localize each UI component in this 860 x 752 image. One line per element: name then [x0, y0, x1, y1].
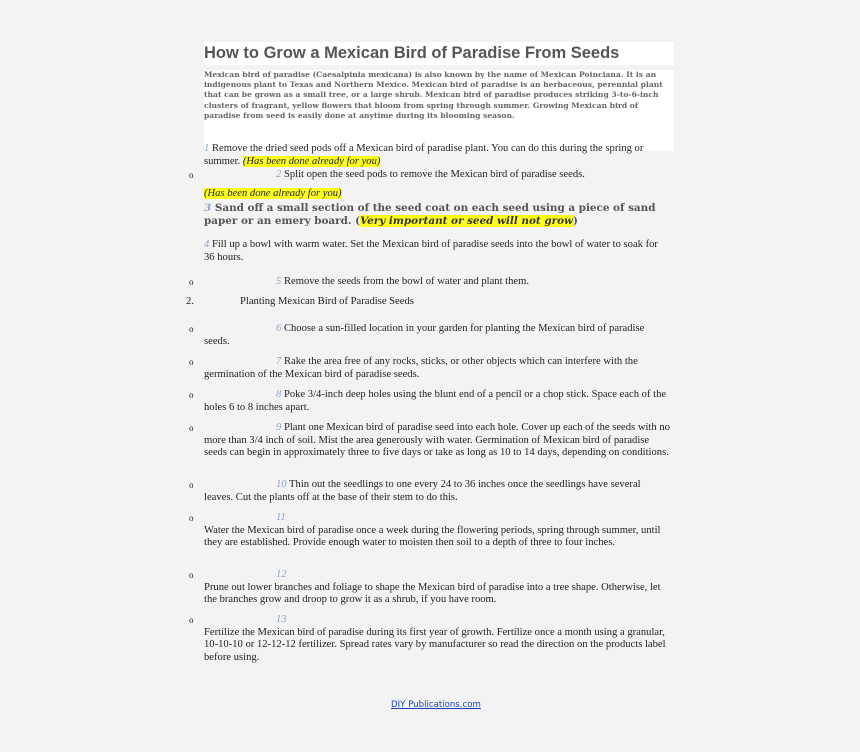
step-number: 2	[276, 169, 282, 180]
step-number: 11	[276, 512, 286, 523]
section-label: Planting Mexican Bird of Paradise Seeds	[240, 296, 414, 307]
bullet-icon: o	[189, 324, 194, 334]
highlight-note: Very important or seed will not grow	[360, 214, 573, 227]
section-heading	[186, 296, 414, 307]
step-2-note	[204, 188, 342, 199]
step-number: 13	[276, 614, 287, 625]
step-text: Split open the seed pods to remove the Mexican bird of paradise seeds.	[281, 169, 585, 180]
step-number: 10	[276, 479, 287, 490]
intro-paragraph: Mexican bird of paradise (Caesalpinia mexicana) is also known by the name of Mexican Poinciana. It is an indigenous plant to Texas and Northern Mexico. Mexican bird of paradise is an herbaceous, perennial plant that can be grown as a small tree, or a large shrub. Mexican bird of paradise produces striking 3-to-6-inch clusters of fragrant, yellow flowers that bloom from spring through summer. Growing Mexican bird of paradise from seed is easily done at anytime during its blooming season.	[204, 70, 674, 151]
step-text: Choose a sun-filled location in your garden for planting the Mexican bird of paradise seeds.	[204, 323, 645, 347]
step-number: 6	[276, 323, 282, 334]
bullet-icon: o	[189, 480, 194, 490]
bullet-icon: o	[189, 390, 194, 400]
step-9	[189, 422, 670, 460]
section-number: 2.	[186, 296, 194, 307]
document-page	[186, 40, 675, 720]
step-number: 12	[276, 569, 287, 580]
step-8	[189, 389, 670, 414]
step-text: Remove the seeds from the bowl of water and plant them.	[281, 276, 530, 287]
step-number: 9	[276, 422, 282, 433]
bullet-icon: o	[189, 570, 194, 580]
step-text: Thin out the seedlings to one every 24 to 36 inches once the seedlings have several leaves. Cut the plants off at the base of their stem to do this.	[204, 479, 641, 503]
step-4	[204, 239, 670, 264]
step-number: 5	[276, 276, 282, 287]
paren-close: )	[572, 214, 578, 227]
step-number: 8	[276, 389, 282, 400]
bullet-icon: o	[189, 513, 194, 523]
bullet-icon: o	[189, 357, 194, 367]
step-text: Fill up a bowl with warm water. Set the Mexican bird of paradise seeds into the bowl of water to soak for 36 hours.	[204, 239, 658, 263]
step-text: Plant one Mexican bird of paradise seed into each hole. Cover up each of the seeds with no more than 3/4 inch of soil. Mist the area generously with water. Germination of Mexican bird of paradise seeds can begin in approximately three to five days or take as long as 10 to 14 days, depending on conditions.	[204, 422, 670, 459]
step-2	[189, 169, 670, 182]
step-number: 1	[204, 143, 210, 154]
bullet-icon: o	[189, 277, 194, 287]
step-6	[189, 323, 670, 348]
bullet-icon: o	[189, 170, 194, 180]
step-10	[189, 479, 670, 504]
page-title: How to Grow a Mexican Bird of Paradise From Seeds	[204, 42, 674, 65]
step-text: Fertilize the Mexican bird of paradise during its first year of growth. Fertilize once a month using a granular, 10-10-10 or 12-12-12 fertilizer. Spread rates vary by manufacturer so read the direction on the products label before using.	[204, 626, 666, 663]
step-1	[204, 143, 670, 168]
step-text: Rake the area free of any rocks, sticks, or other objects which can interfere with the germination of the Mexican bird of paradise seeds.	[204, 356, 638, 380]
step-text: Poke 3/4-inch deep holes using the blunt end of a pencil or a chop stick. Space each of the holes 6 to 8 inches apart.	[204, 389, 667, 413]
step-number: 4	[204, 239, 210, 250]
highlight-note: (Has been done already for you)	[204, 188, 342, 199]
step-number: 3	[204, 202, 212, 214]
step-text: Water the Mexican bird of paradise once a week during the flowering periods, spring through summer, until they are established. Provide enough water to moisten then soil to a depth of three to four inches.	[204, 524, 661, 549]
step-13	[189, 614, 670, 664]
highlight-note: (Has been done already for you)	[242, 155, 381, 167]
step-text: Sand off a small section of the seed coat on each seed using a piece of sand paper or an emery board.	[204, 202, 656, 227]
bullet-icon: o	[189, 615, 194, 625]
bullet-icon: o	[189, 423, 194, 433]
step-7	[189, 356, 670, 381]
step-5	[189, 276, 670, 289]
paren-open: (	[355, 214, 361, 227]
footer-link[interactable]: DIY Publications.com	[391, 700, 481, 710]
step-text: Remove the dried seed pods off a Mexican bird of paradise plant. You can do this during the spring or summer.	[204, 143, 644, 167]
step-11	[189, 512, 670, 550]
step-3	[204, 202, 670, 227]
step-number: 7	[276, 356, 282, 367]
step-text: Prune out lower branches and foliage to shape the Mexican bird of paradise into a tree shape. Otherwise, let the branches grow and droop to grow it as a shrub, if you have room.	[204, 581, 661, 606]
step-12	[189, 569, 670, 607]
